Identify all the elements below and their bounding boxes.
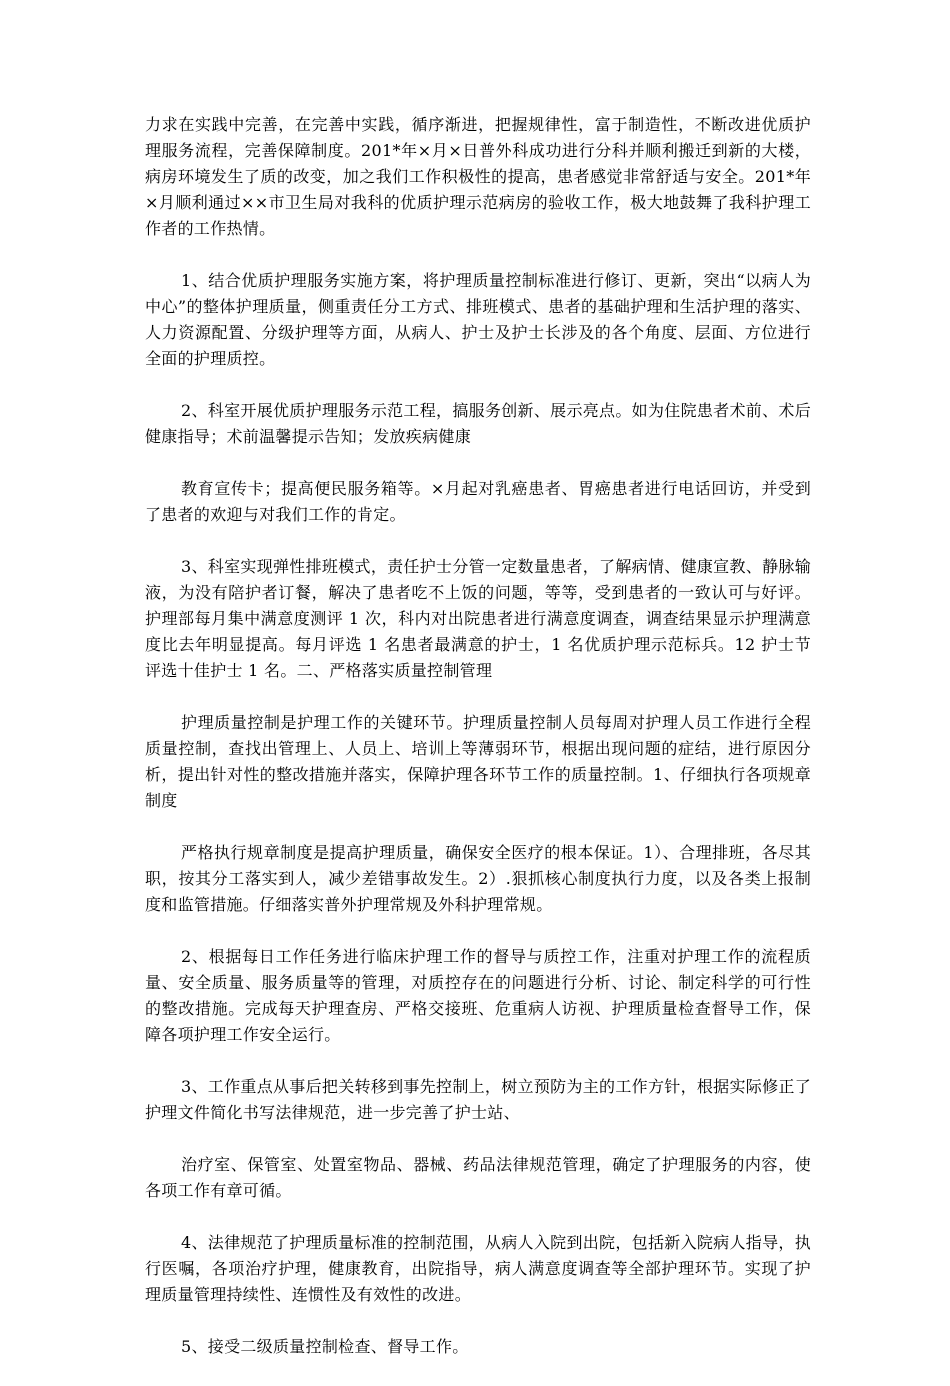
paragraph-7: 严格执行规章制度是提高护理质量，确保安全医疗的根本保证。1）、合理排班，各尽其职，按其分工落实到人，减少差错事故发生。2）.狠抓核心制度执行力度，以及各类上报制度和监管措施。仔细落实普外护理常规及外科护理常规。 [145, 843, 811, 914]
paragraph-12: 5、接受二级质量控制检查、督导工作。 [181, 1337, 469, 1356]
paragraph-9: 3、工作重点从事后把关转移到事先控制上，树立预防为主的工作方针，根据实际修正了护理文件简化书写法律规范，进一步完善了护士站、 [145, 1077, 811, 1122]
paragraph-8: 2、根据每日工作任务进行临床护理工作的督导与质控工作，注重对护理工作的流程质量、安全质量、服务质量等的管理，对质控存在的问题进行分析、讨论、制定科学的可行性的整改措施。完成每天护理查房、严格交接班、危重病人访视、护理质量检查督导工作，保障各项护理工作安全运行。 [145, 947, 811, 1044]
paragraph-10: 治疗室、保管室、处置室物品、器械、药品法律规范管理，确定了护理服务的内容，使各项工作有章可循。 [145, 1155, 811, 1200]
paragraph-1: 力求在实践中完善，在完善中实践，循序渐进，把握规律性，富于制造性，不断改进优质护理服务流程，完善保障制度。201*年×月×日普外科成功进行分科并顺利搬迁到新的大楼，病房环境发生了质的改变，加之我们工作积极性的提高，患者感觉非常舒适与安全。201*年×月顺利通过××市卫生局对我科的优质护理示范病房的验收工作，极大地鼓舞了我科护理工作者的工作热情。 [145, 115, 811, 238]
paragraph-11: 4、法律规范了护理质量标准的控制范围，从病人入院到出院，包括新入院病人指导，执行医嘱，各项治疗护理，健康教育，出院指导，病人满意度调查等全部护理环节。实现了护理质量管理持续性、连惯性及有效性的改进。 [145, 1233, 811, 1304]
paragraph-5: 3、科室实现弹性排班模式，责任护士分管一定数量患者，了解病情、健康宣教、静脉输液，为没有陪护者订餐，解决了患者吃不上饭的问题，等等，受到患者的一致认可与好评。护理部每月集中满意度测评 1 次，科内对出院患者进行满意度调查，调查结果显示护理满意度比去年明显提高。每月评选 1 名患者最满意的护士，1 名优质护理示范标兵。12 护士节评选十佳护士 1 名。二、严格落实质量控制管理 [145, 557, 811, 680]
paragraph-2: 1、结合优质护理服务实施方案，将护理质量控制标准进行修订、更新，突出“以病人为中心”的整体护理质量，侧重责任分工方式、排班模式、患者的基础护理和生活护理的落实、人力资源配置、分级护理等方面，从病人、护士及护士长涉及的各个角度、层面、方位进行全面的护理质控。 [145, 271, 811, 368]
paragraph-6: 护理质量控制是护理工作的关键环节。护理质量控制人员每周对护理人员工作进行全程质量控制，查找出管理上、人员上、培训上等薄弱环节，根据出现问题的症结，进行原因分析，提出针对性的整改措施并落实，保障护理各环节工作的质量控制。1、仔细执行各项规章制度 [145, 713, 811, 810]
paragraph-3: 2、科室开展优质护理服务示范工程，搞服务创新、展示亮点。如为住院患者术前、术后健康指导；术前温馨提示告知；发放疾病健康 [145, 401, 811, 446]
paragraph-4: 教育宣传卡；提高便民服务箱等。×月起对乳癌患者、胃癌患者进行电话回访，并受到了患者的欢迎与对我们工作的肯定。 [145, 479, 811, 524]
document-body [145, 112, 811, 1386]
